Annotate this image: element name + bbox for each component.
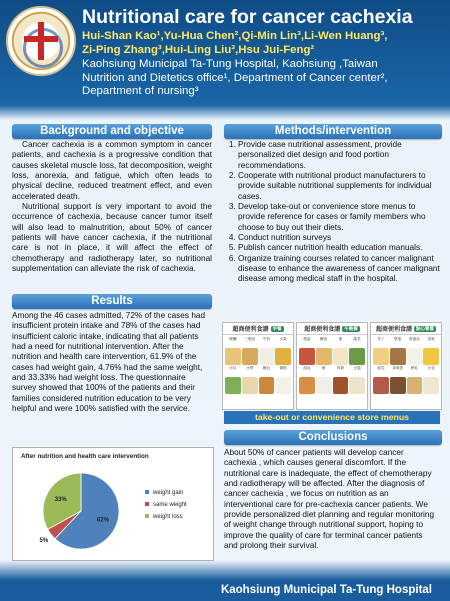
affiliations [82,58,442,99]
menu-cell: 三明治 [244,337,256,341]
menu-cell: 飯糰 [229,337,237,341]
background-paragraph-1: Cancer cachexia is a common symptom in cancer patients, and cachexia is a progressive condition that causes skeletal muscle loss, fat decomposition, weight loss, anorexia, and fatigue, which often leads to physical decline, reduced treatment effect, and even accelerated death. [12,140,212,201]
food-photo [407,348,423,365]
authors-line-2: Zi-Ping Zhang³,Hui-Ling Liu³,Hsu Jui-Feng² [82,43,315,56]
food-photo [225,348,241,365]
menu-cell: 豆腐 [353,366,361,370]
menu-cell: 茶葉蛋 [392,366,404,370]
food-photo [423,348,439,365]
background-heading: Background and objective [12,124,212,139]
menu-cell: 餅乾 [410,366,418,370]
footer-bar [0,582,450,601]
menu-card-1 [222,322,294,410]
menu-cell: 地瓜 [377,366,385,370]
results-text: Among the 46 cases admitted, 72% of the cases had insufficient protein intake and 78% of the cases had insufficient caloric intake, indicating that all patients had a need for nutritional intervention. After the nutrition and health care intervention, 61.9% of the cases had weight gain, 4.76% had the same weight, and 33.33% had weight loss. The questionnaire survey showed that 100% of the patients and their families considered nutrition education to be very helpful and were 100% satisfied with the service. [12,311,206,414]
background-paragraph-2: Nutritional support is very important to avoid the occurrence of cachexia, because cancer tumor itself will also lead to malnutrition, about 50% of cancer patients will have cancer cachexia, if the nutritional care is not in place, it will affect the effect of chemotherapy and radiotherapy later, so nutritional supplementation can alleviate the risk of cachexia. [12,202,212,274]
menu-cell: 湯品 [303,366,311,370]
food-photo [316,348,332,365]
menu-cell: 便當 [303,337,311,341]
menu-cell: 蔬菜 [353,337,361,341]
food-photo [390,348,406,365]
affiliation-line-3: Department of nursing³ [82,85,199,97]
menu-cell: 麵食 [320,337,328,341]
food-photo [225,377,241,394]
authors [82,30,442,57]
food-photo [242,348,258,365]
menu-card-2-tag: 午晚餐 [344,325,358,331]
food-photo [373,348,389,365]
pie-data-label: 62% [96,517,109,524]
menu-cell: 香蕉 [427,337,435,341]
conclusions-text: About 50% of cancer patients will develop cancer cachexia , which causes general discomfort. If the nutritional care is inadequate, the effect of chemotherapy and radiotherapy will be affected. After the diagnosis of cancer cachexia , we focus on nutrition as an interventional care for pre-cachexia cancer patients. We provide personalized diet planning and regular monitoring of weight change through nutritional support, hoping to improve the quality of care for terminal cancer patients and prolong their survival. [224,448,435,551]
menu-cell: 優格 [279,366,287,370]
conclusions-heading: Conclusions [224,430,442,445]
food-photo [407,377,423,394]
legend-swatch [145,514,149,518]
food-photo [390,377,406,394]
food-photo [259,377,275,394]
food-photo [275,348,291,365]
menu-cell: 飯 [321,366,326,370]
menu-card-3-title: 超商便利食譜 [375,327,412,333]
pie-chart [13,448,213,560]
methods-item-5: 5. Publish cancer nutrition health education manuals. [238,243,442,253]
menu-card-1-header [223,323,293,335]
menu-cell: 營養品 [408,337,420,341]
menu-card-3-header [371,323,441,335]
methods-list [224,140,442,285]
methods-item-2: 2. Cooperate with nutritional product manufacturers to provide suitable nutritional supplements for individual cases. [238,171,442,202]
results-chart [12,447,214,561]
menu-card-2 [296,322,368,410]
food-photo [349,377,365,394]
methods-item-1: 1. Provide case nutritional assessment, provide personalized diet design and food portion recommendations. [238,140,442,171]
poster-title: Nutritional care for cancer cachexia [82,6,413,28]
food-photo [333,348,349,365]
legend-label: weight gain [153,490,184,496]
menu-cards [222,322,442,417]
food-photo [299,377,315,394]
menu-cell: 水果 [279,337,287,341]
methods-item-4: 4. Conduct nutrition surveys [238,233,442,243]
food-photo [349,348,365,365]
legend-label: same weight [153,502,187,508]
menus-banner: take-out or convenience store menus [224,411,440,424]
menu-cell: 布丁 [377,337,385,341]
legend-swatch [145,502,149,506]
menu-cell: 蛋 [338,337,343,341]
pie-data-label: 33% [54,497,67,504]
menu-cell: 堅果 [394,337,402,341]
footer-hospital-name: Kaohsiung Municipal Ta-Tung Hospital [220,584,432,596]
menu-card-2-title: 超商便利食譜 [304,327,341,333]
food-photo [316,377,332,394]
menu-cell: 沙拉 [229,366,237,370]
menu-card-1-title: 超商便利食譜 [232,327,269,333]
menu-card-2-header [297,323,367,335]
menu-cell: 豆花 [427,366,435,370]
methods-item-6: 6. Organize training courses related to cancer malignant disease to enhance the awareness of cancer malignant disease among medical staff in the hospital. [238,254,442,285]
background-text [12,140,212,274]
legend-label: weight loss [153,514,183,520]
legend-swatch [145,490,149,494]
methods-heading: Methods/intervention [224,124,442,139]
methods-item-3: 3. Develop take-out or convenience store menus to provide reference for cases or family members who choose to buy out their diets. [238,202,442,233]
hospital-logo-icon [6,6,76,76]
results-heading: Results [12,294,212,309]
chart-title: After nutrition and health care intervention [21,453,149,460]
menu-cell: 牛奶 [262,337,270,341]
food-photo [423,377,439,394]
food-photo [242,377,258,394]
menu-cell: 麵包 [262,366,270,370]
affiliation-line-2: Nutrition and Dietetics office¹, Department of Cancer center², [82,71,388,84]
menu-card-3-tag: 點心營養 [416,325,434,331]
food-photo [299,348,315,365]
pie-data-label: 5% [39,537,49,544]
affiliation-line-1: Kaohsiung Municipal Ta-Tung Hospital, Kaohsiung ,Taiwan [82,58,378,70]
food-photo [373,377,389,394]
menu-card-1-tag: 早餐 [272,325,282,331]
authors-line-1: Hui-Shan Kao¹,Yu-Hua Chen²,Qi-Min Lin³,Li-Wen Huang³, [82,30,388,42]
food-photo [275,377,291,394]
food-photo [259,348,275,365]
food-photo [333,377,349,394]
menu-cell: 豆漿 [246,366,254,370]
menu-cell: 肉類 [336,366,344,370]
menu-card-3 [370,322,442,410]
